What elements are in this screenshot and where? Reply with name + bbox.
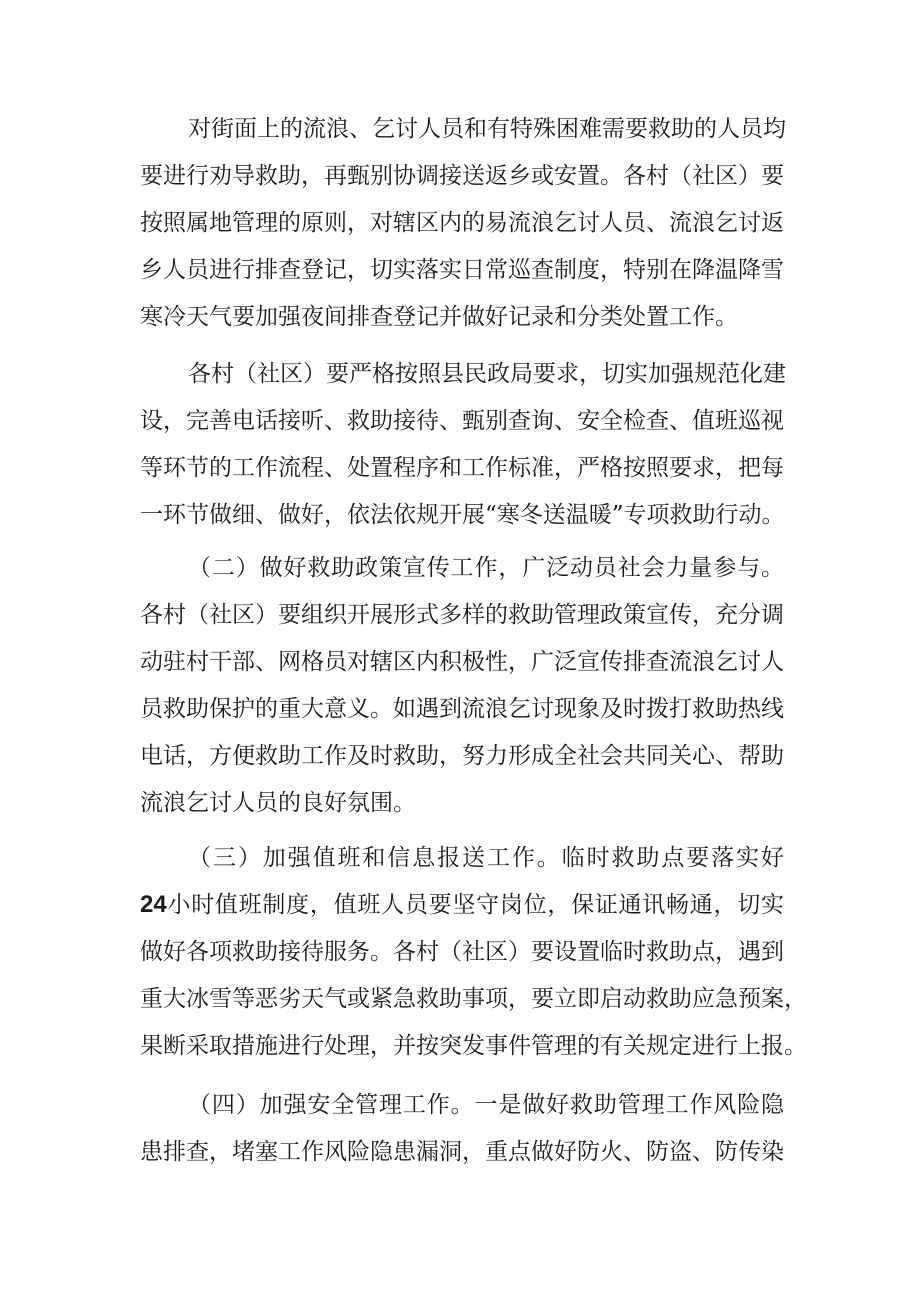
paragraph-1-line-5: 寒冷天气要加强夜间排查登记并做好记录和分类处置工作。 xyxy=(140,304,738,330)
duty-hours-number: 24 xyxy=(140,891,167,918)
paragraph-4-line-3: 做好各项救助接待服务。各村（社区）要设置临时救助点，遇到 xyxy=(140,939,784,965)
paragraph-2-line-4: 一环节做细、做好，依法依规开展“寒冬送温暖”专项救助行动。 xyxy=(140,502,785,528)
paragraph-5-line-1: （四）加强安全管理工作。一是做好救助管理工作风险隐 xyxy=(188,1092,784,1118)
paragraph-5-line-2: 患排查，堵塞工作风险隐患漏洞，重点做好防火、防盗、防传染 xyxy=(140,1139,784,1165)
paragraph-2-line-2: 设，完善电话接听、救助接待、甄别查询、安全检查、值班巡视 xyxy=(140,408,784,434)
paragraph-4-line-1: （三）加强值班和信息报送工作。临时救助点要落实好 xyxy=(188,845,784,871)
paragraph-2-line-1: 各村（社区）要严格按照县民政局要求，切实加强规范化建 xyxy=(188,361,786,387)
paragraph-3-line-6: 流浪乞讨人员的良好氛围。 xyxy=(140,790,416,816)
paragraph-3-line-1: （二）做好救助政策宣传工作，广泛动员社会力量参与。 xyxy=(188,555,784,581)
paragraph-1-line-1: 对街面上的流浪、乞讨人员和有特殊困难需要救助的人员均 xyxy=(188,116,786,142)
paragraph-3-line-2: 各村（社区）要组织开展形式多样的救助管理政策宣传，充分调 xyxy=(140,602,784,628)
paragraph-1-line-4: 乡人员进行排查登记，切实落实日常巡查制度，特别在降温降雪 xyxy=(140,257,784,283)
paragraph-3-line-4: 员救助保护的重大意义。如遇到流浪乞讨现象及时拨打救助热线 xyxy=(140,696,784,722)
paragraph-3-line-3: 动驻村干部、网格员对辖区内积极性，广泛宣传排查流浪乞讨人 xyxy=(140,649,784,675)
paragraph-4-line-4: 重大冰雪等恶劣天气或紧急救助事项，要立即启动救助应急预案， xyxy=(140,986,807,1012)
paragraph-3-line-5: 电话，方便救助工作及时救助，努力形成全社会共同关心、帮助 xyxy=(140,743,784,769)
paragraph-4-line-5: 果断采取措施进行处理，并按突发事件管理的有关规定进行上报。 xyxy=(140,1033,807,1059)
paragraph-1-line-3: 按照属地管理的原则，对辖区内的易流浪乞讨人员、流浪乞讨返 xyxy=(140,210,784,236)
paragraph-4-line-2 xyxy=(140,885,784,925)
paragraph-4-line-2-text: 小时值班制度，值班人员要坚守岗位，保证通讯畅通，切实 xyxy=(166,892,784,918)
paragraph-1-line-2: 要进行劝导救助，再甄别协调接送返乡或安置。各村（社区）要 xyxy=(140,163,784,189)
paragraph-2-line-3: 等环节的工作流程、处置程序和工作标准，严格按照要求，把每 xyxy=(140,455,784,481)
